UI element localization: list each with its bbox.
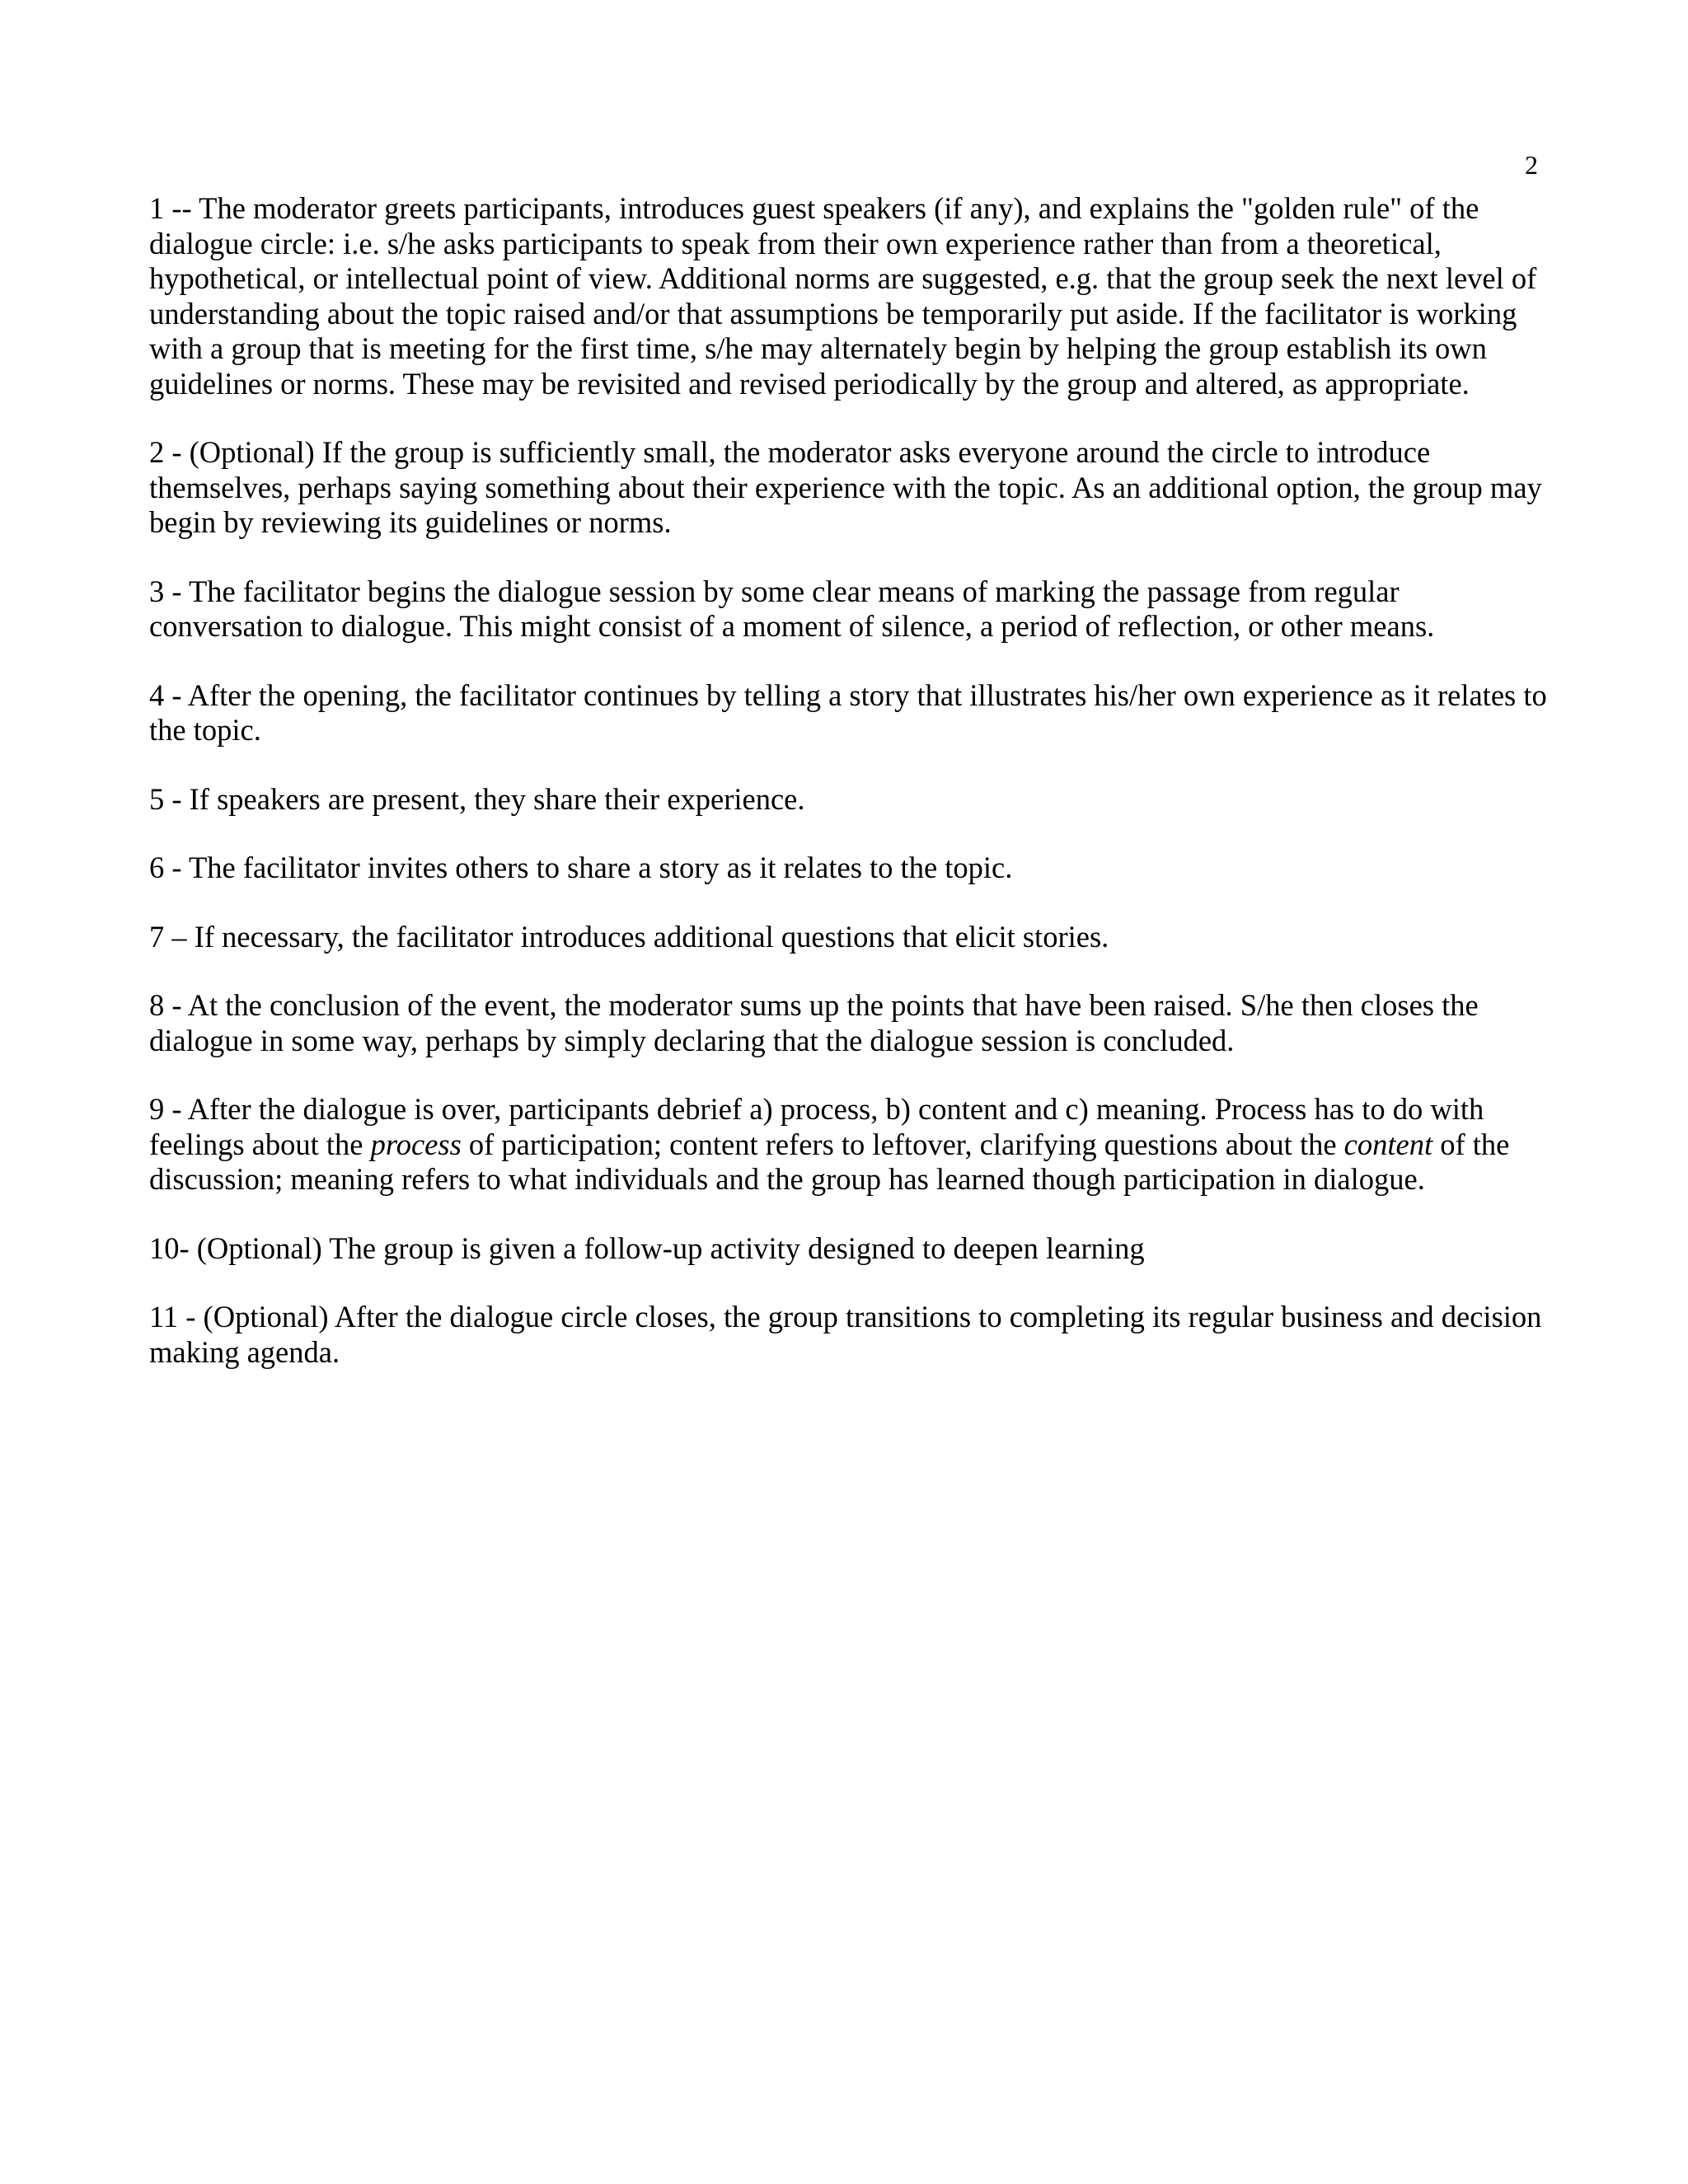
paragraph-text: 4 - After the opening, the facilitator continues by telling a story that illustrates his/her own experience as it relates to the topic. — [149, 677, 1547, 747]
paragraph-text: of participation; content refers to leftover, clarifying questions about the — [461, 1127, 1344, 1161]
paragraph-text: 10- (Optional) The group is given a follow-up activity designed to deepen learning — [149, 1230, 1145, 1265]
page-number: 2 — [1525, 150, 1538, 180]
paragraph-3 — [149, 574, 1550, 644]
paragraph-6 — [149, 851, 1550, 886]
paragraph-text: 6 - The facilitator invites others to share a story as it relates to the topic. — [149, 851, 1013, 884]
paragraph-11 — [149, 1300, 1550, 1370]
paragraph-text: 8 - At the conclusion of the event, the moderator sums up the points that have been raised. S/he then closes the dialogue in some way, perhaps by simply declaring that the dialogue session is concluded. — [149, 988, 1479, 1057]
paragraph-text: of the discussion; meaning refers to what individuals and the group has learned though participation in dialogue. — [149, 1127, 1510, 1196]
paragraph-10 — [149, 1231, 1550, 1267]
italic-term-process: process — [370, 1127, 462, 1161]
paragraph-text: 2 - (Optional) If the group is sufficiently small, the moderator asks everyone around the circle to introduce themselves, perhaps saying something about their experience with the topic. As an additional option, the group may begin by reviewing its guidelines or norms. — [149, 435, 1542, 539]
paragraph-8 — [149, 988, 1550, 1058]
paragraph-1 — [149, 191, 1550, 401]
paragraph-text: 11 - (Optional) After the dialogue circle closes, the group transitions to completing its regular business and decision making agenda. — [149, 1300, 1542, 1369]
paragraph-text: 1 -- The moderator greets participants, introduces guest speakers (if any), and explains the "golden rule" of the dialogue circle: i.e. s/he asks participants to speak from their own experience rather than from a theoretical, hypothetical, or intellectual point of view. Additional norms are suggested, e.g. that the group seek the next level of understanding about the topic raised and/or that assumptions be temporarily put aside. If the facilitator is working with a group that is meeting for the first time, s/he may alternately begin by helping the group establish its own guidelines or norms. These may be revisited and revised periodically by the group and altered, as appropriate. — [149, 191, 1537, 401]
paragraph-5 — [149, 782, 1550, 818]
paragraph-9 — [149, 1092, 1550, 1197]
paragraph-text: 7 – If necessary, the facilitator introduces additional questions that elicit stories. — [149, 919, 1109, 954]
italic-term-content: content — [1343, 1127, 1433, 1161]
paragraph-text: 9 - After the dialogue is over, participants debrief a) process, b) content and c) meaning. Process has to do with feelings about the — [149, 1092, 1484, 1161]
paragraph-text: 3 - The facilitator begins the dialogue session by some clear means of marking the passage from regular conversation to dialogue. This might consist of a moment of silence, a period of reflection, or other means. — [149, 574, 1435, 643]
paragraph-7 — [149, 920, 1550, 955]
paragraph-2 — [149, 435, 1550, 541]
document-body — [149, 191, 1550, 1404]
paragraph-text: 5 - If speakers are present, they share their experience. — [149, 781, 805, 816]
paragraph-4 — [149, 678, 1550, 748]
